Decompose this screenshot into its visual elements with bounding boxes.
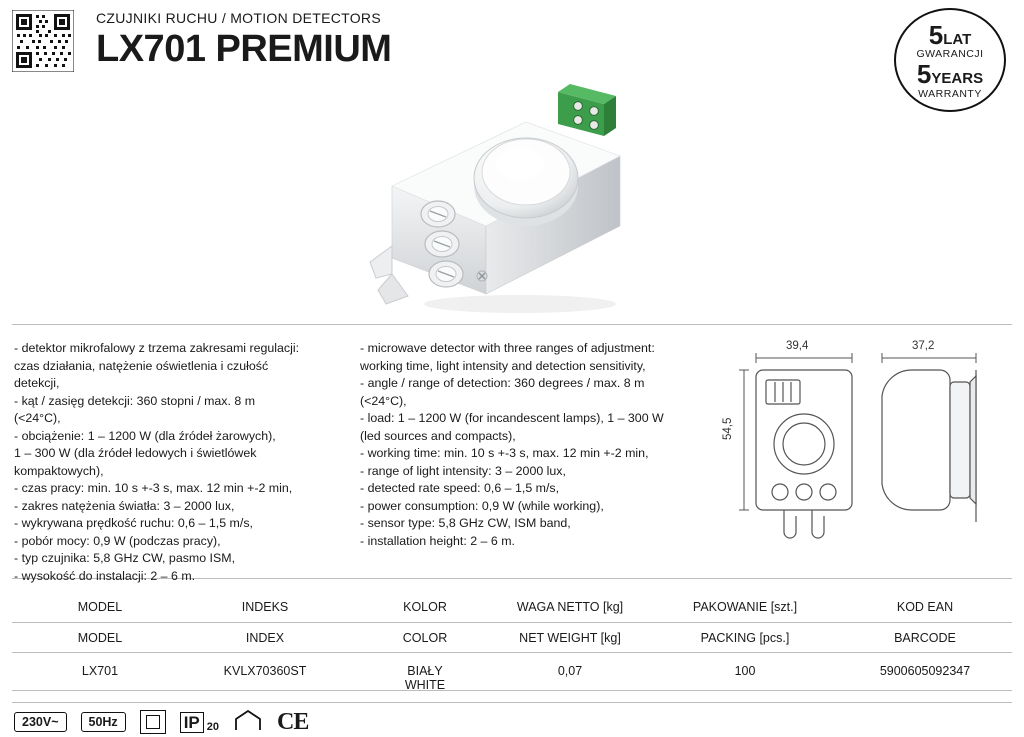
dimension-width-front-label: 39,4 — [786, 340, 809, 352]
page-title: LX701 PREMIUM — [96, 28, 392, 70]
table-header-model-en: MODEL — [77, 631, 123, 645]
spec-pl-item: detekcji, — [14, 376, 60, 390]
spec-pl-item: - typ czujnika: 5,8 GHz CW, pasmo ISM, — [14, 551, 236, 565]
frequency-badge: 50Hz — [81, 712, 126, 733]
warranty-years-pl-unit: LAT — [943, 31, 972, 48]
table-header-index-en: INDEX — [245, 631, 285, 645]
table-header-weight-pl: WAGA NETTO [kg] — [516, 600, 624, 614]
table-header-index-pl: INDEKS — [241, 600, 289, 614]
table-cell-model: LX701 — [81, 664, 119, 678]
double-insulation-icon — [140, 710, 166, 734]
table-cell-color-pl: BIAŁY — [407, 664, 443, 678]
spec-pl-item: - kąt / zasięg detekcji: 360 stopni / max. 8 m — [14, 393, 256, 408]
dimension-width-side-label: 37,2 — [912, 340, 935, 352]
spec-en-item: - angle / range of detection: 360 degrees / max. 8 m — [360, 376, 645, 390]
ip-value: 20 — [206, 720, 219, 733]
product-photo — [330, 78, 690, 318]
spec-pl-item: - detektor mikrofalowy z trzema zakresami regulacji: — [14, 341, 300, 355]
spec-pl-item: - czas pracy: min. 10 s +-3 s, max. 12 min +-2 min, — [14, 481, 293, 495]
spec-en-item: (<24°C), — [360, 393, 407, 408]
indoor-use-icon — [233, 708, 263, 737]
warranty-word-en: WARRANTY — [918, 88, 982, 100]
table-header-weight-en: NET WEIGHT [kg] — [519, 631, 621, 645]
table-header-color-pl: KOLOR — [403, 600, 447, 614]
spec-en-item: working time, light intensity and detection sensitivity, — [360, 358, 646, 373]
warranty-years-en-number: 5 — [916, 59, 932, 89]
qr-code-icon — [12, 10, 74, 72]
warranty-word-pl: GWARANCJI — [916, 48, 984, 60]
spec-en-item: - detected rate speed: 0,6 – 1,5 m/s, — [360, 481, 560, 495]
spec-en-item: - range of light intensity: 3 – 2000 lux, — [360, 463, 566, 478]
spec-pl-item: czas działania, natężenie oświetlenia i czułość — [14, 358, 269, 373]
warranty-years-pl — [894, 22, 1006, 48]
ip-rating — [180, 712, 219, 733]
table-cell-barcode: 5900605092347 — [879, 664, 971, 678]
table-header-packing-en: PACKING [pcs.] — [700, 631, 790, 645]
divider-table-row — [12, 690, 1012, 691]
spec-pl-item: - pobór mocy: 0,9 W (podczas pracy), — [14, 533, 221, 548]
table-cell-weight: 0,07 — [557, 664, 583, 678]
spec-en-item: - installation height: 2 – 6 m. — [360, 533, 515, 548]
spec-pl-item: kompaktowych), — [14, 463, 104, 478]
spec-en-item: - power consumption: 0,9 W (while working), — [360, 498, 604, 513]
table-cell-color — [350, 664, 500, 693]
spec-en-item: - working time: min. 10 s +-3 s, max. 12 min +-2 min, — [360, 446, 649, 460]
warranty-years-pl-number: 5 — [928, 20, 944, 50]
spec-en-item: - sensor type: 5,8 GHz CW, ISM band, — [360, 516, 571, 530]
page-header — [96, 10, 391, 70]
warranty-years-en — [894, 61, 1006, 87]
ip-label: IP — [180, 712, 204, 733]
table-header-packing-pl: PAKOWANIE [szt.] — [692, 600, 798, 614]
front-view — [756, 370, 852, 538]
table-cell-index: KVLX70360ST — [223, 664, 307, 678]
spec-en-item: (led sources and compacts), — [360, 428, 516, 443]
warranty-years-en-unit: YEARS — [931, 70, 984, 87]
voltage-badge: 230V~ — [14, 712, 67, 733]
dimension-drawings — [722, 336, 1012, 566]
spec-en-item: - load: 1 – 1200 W (for incandescent lamps), 1 – 300 W — [360, 411, 664, 425]
dimension-height-label: 54,5 — [722, 417, 734, 440]
spec-pl-item: - wysokość do instalacji: 2 – 6 m. — [14, 568, 196, 583]
footer-icons — [14, 708, 308, 736]
side-view — [882, 370, 976, 522]
spec-pl-item: - zakres natężenia światła: 3 – 2000 lux, — [14, 498, 235, 513]
divider-top — [12, 324, 1012, 325]
table-cell-color-en: WHITE — [404, 678, 446, 693]
category-label: CZUJNIKI RUCHU / MOTION DETECTORS — [96, 10, 381, 26]
table-cell-packing: 100 — [734, 664, 756, 678]
spec-en-item: - microwave detector with three ranges of adjustment: — [360, 341, 655, 355]
dimension-svg — [726, 336, 1012, 556]
specs-polish — [14, 340, 344, 585]
sensor-dome — [474, 138, 578, 226]
table-header-model-pl: MODEL — [77, 600, 123, 614]
warranty-badge — [894, 8, 1006, 112]
table-header-barcode-en: BARCODE — [894, 631, 956, 645]
spec-pl-item: 1 – 300 W (dla źródeł ledowych i świetlówek — [14, 446, 257, 460]
spec-pl-item: - wykrywana prędkość ruchu: 0,6 – 1,5 m/s, — [14, 516, 253, 530]
divider-footer — [12, 702, 1012, 703]
terminal-block — [558, 84, 616, 136]
spec-pl-item: (<24°C), — [14, 411, 61, 425]
spec-pl-item: - obciążenie: 1 – 1200 W (dla źródeł żarowych), — [14, 428, 276, 443]
table-header-color-en: COLOR — [402, 631, 448, 645]
divider-table-head-pl — [12, 622, 1012, 623]
table-header-barcode-pl: KOD EAN — [896, 600, 954, 614]
divider-table-head-en — [12, 652, 1012, 653]
specs-english — [360, 340, 690, 550]
ce-mark-icon: CE — [277, 708, 309, 735]
